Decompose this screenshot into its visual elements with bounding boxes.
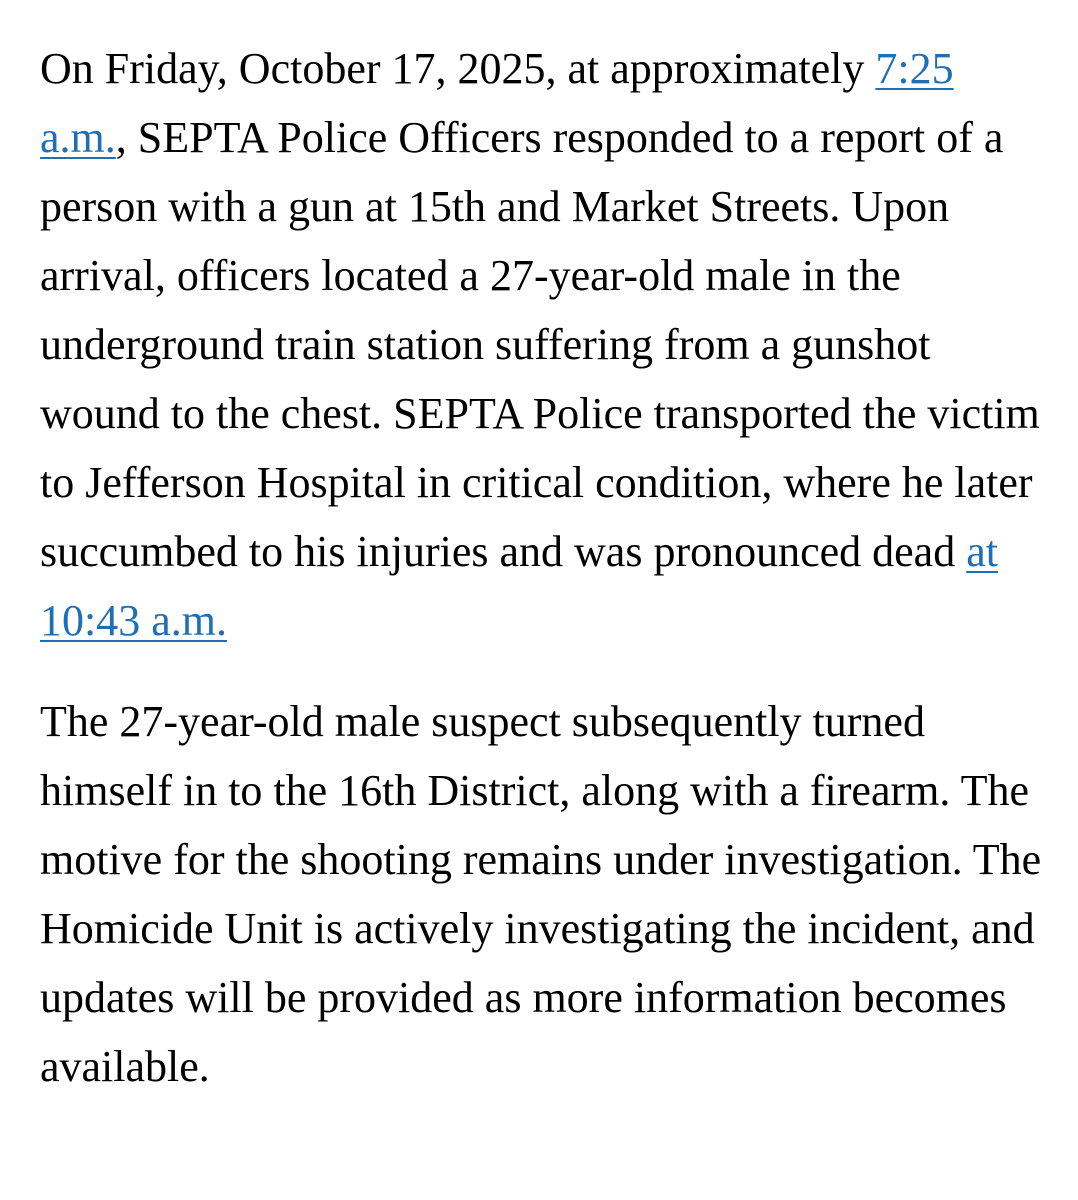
incident-intro-text: On Friday, October 17, 2025, at approximately bbox=[40, 44, 876, 93]
article-body bbox=[40, 34, 1050, 1101]
incident-details-text: , SEPTA Police Officers responded to a report of a person with a gun at 15th and Market Streets. Upon arrival, officers located a 27-year-old male in the underground train station suffering from a gunshot wound to the chest. SEPTA Police transported the victim to Jefferson Hospital in critical condition, where he later succumbed to his injuries and was pronounced dead bbox=[40, 113, 1040, 576]
time-link-725[interactable]: 7:25 a.m. bbox=[40, 44, 954, 162]
suspect-paragraph: The 27-year-old male suspect subsequently turned himself in to the 16th District, along with a firearm. The motive for the shooting remains under investigation. The Homicide Unit is actively investigating the incident, and updates will be provided as more information becomes available. bbox=[40, 697, 1042, 1091]
incident-paragraph bbox=[40, 34, 1050, 655]
time-link-1043[interactable]: at 10:43 a.m. bbox=[40, 527, 998, 645]
